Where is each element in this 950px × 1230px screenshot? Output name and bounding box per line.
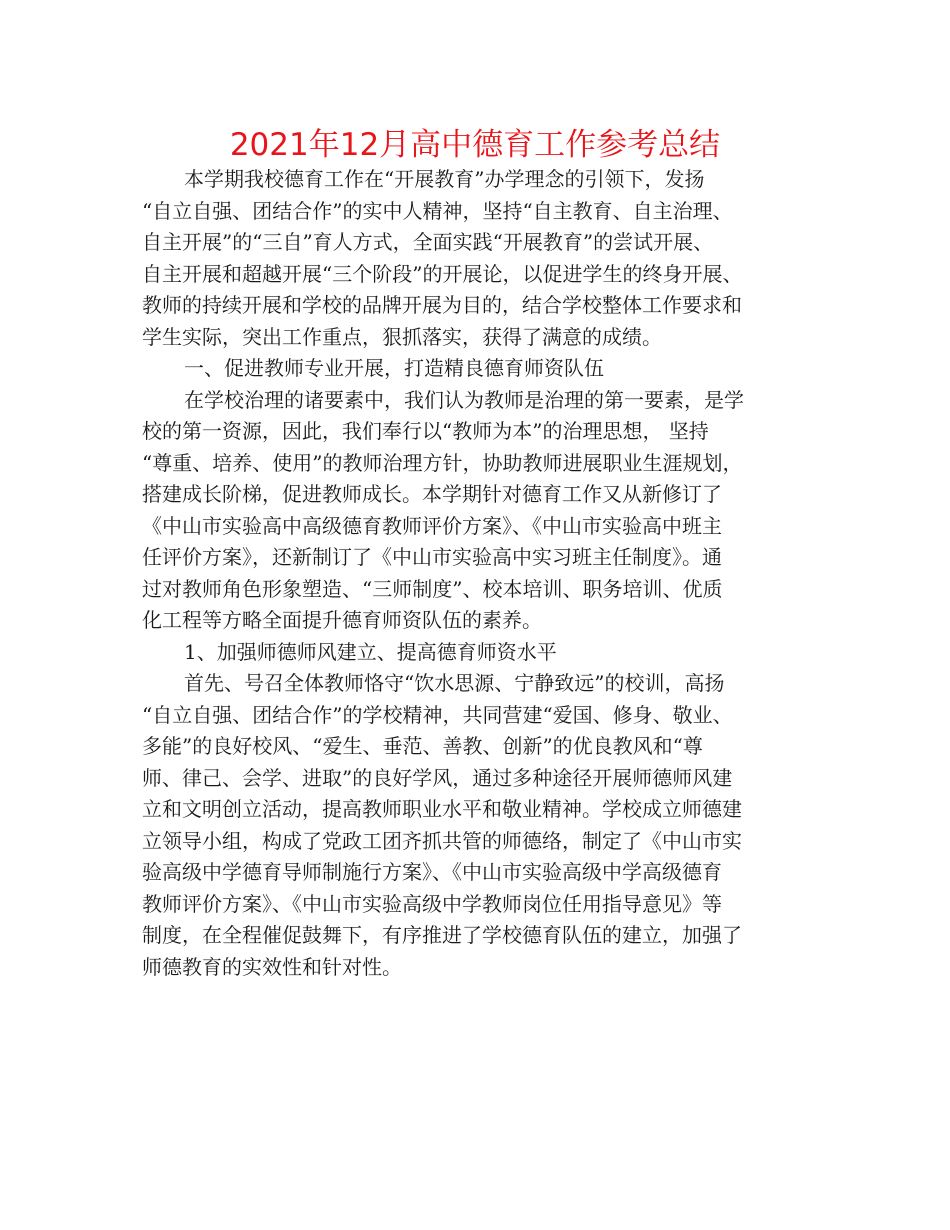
subsection-heading-1: 1、加强师德师风建立、提高德育师资水平 — [184, 639, 557, 664]
paragraph-teacher-management: 在学校治理的诸要素中，我们认为教师是治理的第一要素，是学 校的第一资源，因此，我们奉行以“教师为本”的治理思想， 坚持 “尊重、培养、使用”的教师治理方针，协助教师进展职业生涯规划， 搭建成长阶梯，促进教师成长。本学期针对德育工作又从新修订了 《中山市实验高中高级德育教师评价方案》、《中山市实验高中班主 任评价方案》，还新制订了《中山市实验高中实习班主任制度》。通 过对教师角色形象塑造、“三师制度”、校本培训、职务培训、优质 化工程等方略全面提升德育师资队伍的素养。 — [142, 387, 744, 632]
document-body — [142, 164, 822, 983]
section-heading-1: 一、促进教师专业开展，打造精良德育师资队伍 — [184, 356, 604, 380]
paragraph-ethics: 首先、号召全体教师恪守“饮水思源、宁静致远”的校训，高扬 “自立自强、团结合作”的学校精神，共同营建“爱国、修身、敬业、 多能”的良好校风、“爱生、垂范、善教、创新”的优良教风和“尊 师、律己、会学、进取”的良好学风，通过多种途径开展师德师风建 立和文明创立活动，提高教师职业水平和敬业精神。学校成立师德建 立领导小组，构成了党政工团齐抓共管的师德络，制定了《中山市实 验高级中学德育导师制施行方案》、《中山市实验高级中学高级德育 教师评价方案》、《中山市实验高级中学教师岗位任用指导意见》等 制度，在全程催促鼓舞下，有序推进了学校德育队伍的建立，加强了 师德教育的实效性和针对性。 — [142, 671, 742, 979]
paragraph-intro: 本学期我校德育工作在“开展教育”办学理念的引领下，发扬 “自立自强、团结合作”的实中人精神，坚持“自主教育、自主治理、 自主开展”的“三自”育人方式，全面实践“开展教育”的尝试开展、 自主开展和超越开展“三个阶段”的开展论，以促进学生的终身开展、 教师的持续开展和学校的品牌开展为目的，结合学校整体工作要求和 学生实际，突出工作重点，狠抓落实，获得了满意的成绩。 — [142, 167, 743, 349]
document-title: 2021年12月高中德育工作参考总结 — [229, 127, 721, 163]
